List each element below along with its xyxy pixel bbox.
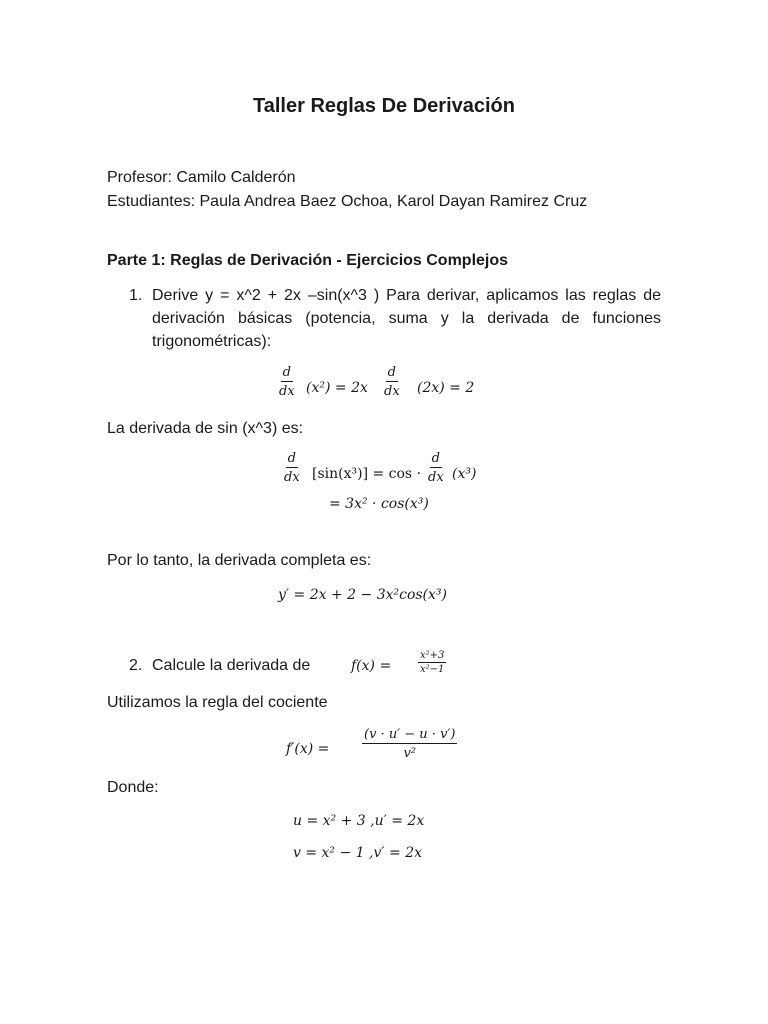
eq2-line2: = 3x² · cos(x³) bbox=[329, 496, 429, 512]
where-label: Donde: bbox=[107, 779, 159, 796]
eq1-expr-b: (2x) = 2 bbox=[417, 380, 475, 396]
eq1-expr-a: (x²) = 2x bbox=[306, 380, 368, 396]
quotient-rule-label: Utilizamos la regla del cociente bbox=[107, 694, 328, 711]
students-line: Estudiantes: Paula Andrea Baez Ochoa, Karol Dayan Ramirez Cruz bbox=[107, 193, 588, 210]
exercise2-func: f(x) = bbox=[351, 658, 392, 674]
conclusion-label: Por lo tanto, la derivada completa es: bbox=[107, 552, 372, 569]
eq2-fraction-b: $\frac{d}{dx}$ bbox=[428, 451, 444, 485]
exercise1-text: Derive y = x^2 + 2x –sin(x^3 ) Para derivar, aplicamos las reglas de derivación básicas (potencia, suma y la derivada de funciones trigonométricas): bbox=[152, 287, 661, 350]
complete-derivative: y′ = 2x + 2 − 3x²cos(x³) bbox=[278, 587, 447, 603]
part-heading: Parte 1: Reglas de Derivación - Ejercicios Complejos bbox=[107, 252, 509, 269]
eq2-line1-left: [sin(x³)] = cos · bbox=[312, 466, 422, 482]
eq1-fraction-b: $\frac{d}{dx}$ bbox=[384, 365, 400, 399]
u-definition: u = x² + 3 ,u′ = 2x bbox=[293, 813, 425, 829]
eq2-fraction-a: $\frac{d}{dx}$ bbox=[284, 451, 300, 485]
quotient-lhs: f′(x) = bbox=[286, 741, 330, 757]
eq1-fraction-a: $\frac{d}{dx}$ bbox=[279, 365, 295, 399]
eq2-line1-right: (x³) bbox=[452, 466, 477, 482]
exercise2-fraction: $\frac{\text{x²+3}}{\text{x²−1}}$ bbox=[420, 650, 445, 675]
quotient-fraction: $\frac{(v \cdot u' - u \cdot v')}{\text{v²}}$ bbox=[364, 727, 456, 761]
exercise1-number: 1. bbox=[129, 287, 143, 304]
sin-derivative-label: La derivada de sin (x^3) es: bbox=[107, 420, 304, 437]
document-title: Taller Reglas De Derivación bbox=[253, 95, 515, 117]
v-definition: v = x² − 1 ,v′ = 2x bbox=[293, 845, 423, 861]
professor-line: Profesor: Camilo Calderón bbox=[107, 169, 296, 186]
exercise2-number: 2. bbox=[129, 657, 143, 674]
exercise2-text: Calcule la derivada de bbox=[152, 657, 311, 674]
